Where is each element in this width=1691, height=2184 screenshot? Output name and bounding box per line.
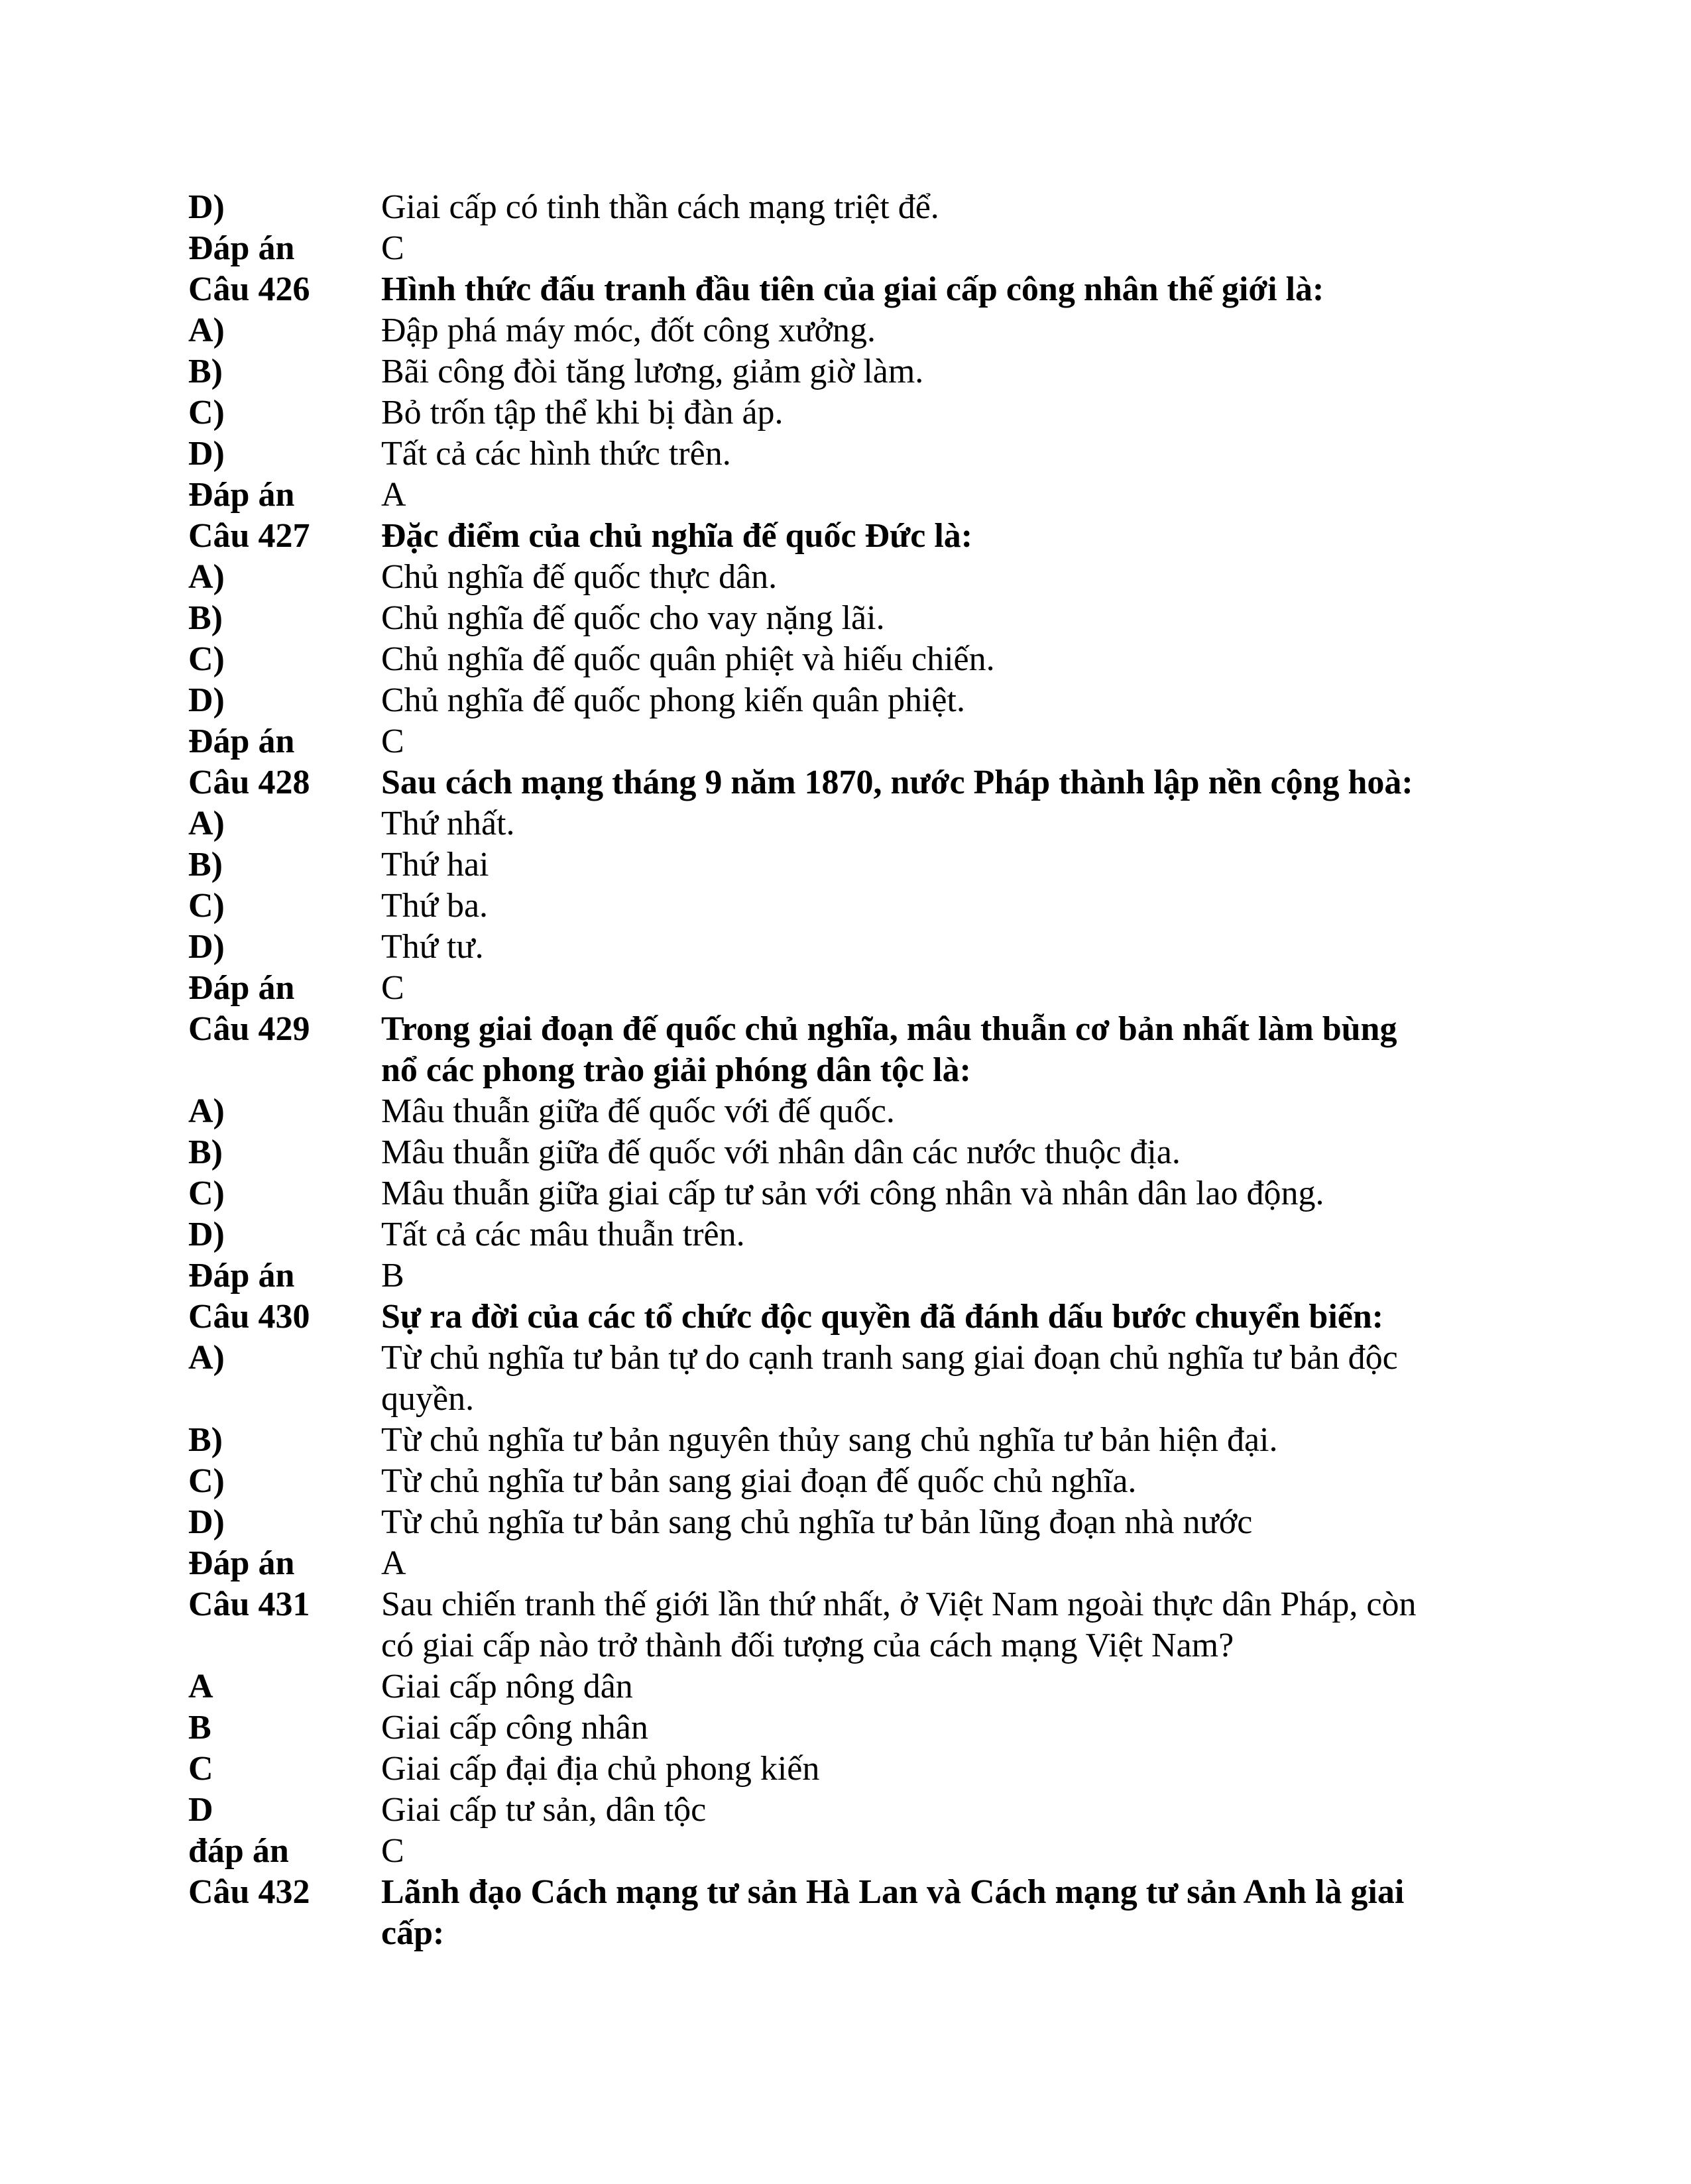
row-text-line: Hình thức đấu tranh đầu tiên của giai cấp công nhân thế giới là: xyxy=(381,270,1324,308)
row-label: Đáp án xyxy=(188,476,295,514)
row-label: A) xyxy=(188,805,225,842)
row-text xyxy=(381,433,1661,475)
row-text-line: Từ chủ nghĩa tư bản sang chủ nghĩa tư bản lũng đoạn nhà nước xyxy=(381,1503,1253,1541)
row-text-line: Bỏ trốn tập thể khi bị đàn áp. xyxy=(381,394,784,431)
row-text-line: nổ các phong trào giải phóng dân tộc là: xyxy=(381,1051,971,1089)
question-row xyxy=(188,1132,1514,1173)
question-row xyxy=(188,1214,1514,1255)
row-label: A) xyxy=(188,1339,225,1377)
row-text xyxy=(381,351,1661,392)
row-text xyxy=(381,680,1661,721)
row-text xyxy=(381,968,1661,1009)
question-row xyxy=(188,1707,1514,1749)
question-row xyxy=(188,1831,1514,1872)
question-row xyxy=(188,228,1514,269)
question-row xyxy=(188,844,1514,886)
question-row xyxy=(188,392,1514,433)
row-text xyxy=(381,516,1661,557)
row-text xyxy=(381,762,1661,803)
row-label: A) xyxy=(188,312,225,349)
row-text xyxy=(381,886,1661,927)
question-row xyxy=(188,639,1514,680)
question-row xyxy=(188,927,1514,968)
row-text-line: cấp: xyxy=(381,1914,445,1952)
row-text-line: Đập phá máy móc, đốt công xưởng. xyxy=(381,312,876,349)
question-row xyxy=(188,803,1514,844)
row-text-line: Thứ ba. xyxy=(381,887,489,925)
row-text xyxy=(381,1296,1661,1338)
row-text-line: C xyxy=(381,969,404,1007)
row-text-line: B xyxy=(381,1257,404,1294)
row-label: C xyxy=(188,1750,213,1788)
question-list xyxy=(188,187,1514,1954)
row-label: C) xyxy=(188,1462,225,1500)
row-text xyxy=(381,557,1661,598)
row-label: B) xyxy=(188,599,223,637)
row-text-line: Giai cấp công nhân xyxy=(381,1709,648,1747)
row-text-line: Giai cấp nông dân xyxy=(381,1668,633,1705)
row-text xyxy=(381,721,1661,762)
row-label: Đáp án xyxy=(188,229,295,267)
row-label: Câu 429 xyxy=(188,1010,310,1048)
row-text xyxy=(381,269,1661,310)
question-row xyxy=(188,1543,1514,1584)
question-row xyxy=(188,1749,1514,1790)
row-label: C) xyxy=(188,1175,225,1212)
question-row xyxy=(188,187,1514,228)
row-text-line: Chủ nghĩa đế quốc thực dân. xyxy=(381,558,778,596)
row-text xyxy=(381,639,1661,680)
question-row xyxy=(188,762,1514,803)
row-text-line: Thứ nhất. xyxy=(381,805,515,842)
row-label: A) xyxy=(188,1092,225,1130)
question-row xyxy=(188,1173,1514,1214)
row-text-line: C xyxy=(381,1832,404,1870)
row-text-line: Thứ tư. xyxy=(381,928,484,966)
row-text xyxy=(381,1009,1661,1091)
row-text xyxy=(381,187,1661,228)
row-text-line: Chủ nghĩa đế quốc cho vay nặng lãi. xyxy=(381,599,885,637)
row-label: B xyxy=(188,1709,211,1747)
row-label: đáp án xyxy=(188,1832,289,1870)
row-text-line: Bãi công đòi tăng lương, giảm giờ làm. xyxy=(381,353,924,390)
row-text xyxy=(381,1790,1661,1831)
row-text xyxy=(381,598,1661,639)
row-text xyxy=(381,1872,1661,1954)
row-label: Đáp án xyxy=(188,1544,295,1582)
row-text xyxy=(381,1091,1661,1132)
row-text xyxy=(381,1420,1661,1461)
row-text-line: Mâu thuẫn giữa đế quốc với nhân dân các nước thuộc địa. xyxy=(381,1133,1181,1171)
question-row xyxy=(188,1091,1514,1132)
question-row xyxy=(188,351,1514,392)
row-text-line: Giai cấp đại địa chủ phong kiến xyxy=(381,1750,820,1788)
question-row xyxy=(188,1872,1514,1954)
row-label: C) xyxy=(188,394,225,431)
row-label: Câu 430 xyxy=(188,1298,310,1336)
row-text xyxy=(381,1214,1661,1255)
row-text-line: Tất cả các hình thức trên. xyxy=(381,435,731,473)
row-label: D) xyxy=(188,1216,225,1253)
row-text-line: Chủ nghĩa đế quốc phong kiến quân phiệt. xyxy=(381,681,965,719)
question-row xyxy=(188,1255,1514,1296)
row-label: A) xyxy=(188,558,225,596)
row-label: B) xyxy=(188,1421,223,1459)
row-text xyxy=(381,1749,1661,1790)
row-label: Câu 427 xyxy=(188,517,310,555)
row-label: D) xyxy=(188,681,225,719)
question-row xyxy=(188,1666,1514,1707)
row-label: B) xyxy=(188,1133,223,1171)
row-label: Đáp án xyxy=(188,969,295,1007)
row-text-line: Giai cấp có tinh thần cách mạng triệt để. xyxy=(381,188,939,226)
row-text-line: Đặc điểm của chủ nghĩa đế quốc Đức là: xyxy=(381,517,973,555)
row-text xyxy=(381,1584,1661,1666)
row-text-line: Tất cả các mâu thuẫn trên. xyxy=(381,1216,745,1253)
row-label: B) xyxy=(188,846,223,884)
question-row xyxy=(188,516,1514,557)
question-row xyxy=(188,968,1514,1009)
row-label: Đáp án xyxy=(188,1257,295,1294)
question-row xyxy=(188,1790,1514,1831)
question-row xyxy=(188,1420,1514,1461)
row-text-line: Từ chủ nghĩa tư bản nguyên thủy sang chủ nghĩa tư bản hiện đại. xyxy=(381,1421,1278,1459)
row-text-line: Sau chiến tranh thế giới lần thứ nhất, ở Việt Nam ngoài thực dân Pháp, còn xyxy=(381,1585,1417,1623)
row-label: D) xyxy=(188,188,225,226)
question-row xyxy=(188,1461,1514,1502)
question-row xyxy=(188,886,1514,927)
row-label: D xyxy=(188,1791,213,1829)
question-row xyxy=(188,598,1514,639)
row-label: Đáp án xyxy=(188,722,295,760)
row-text-line: A xyxy=(381,476,406,514)
row-label: D) xyxy=(188,1503,225,1541)
row-text xyxy=(381,1132,1661,1173)
row-label: Câu 428 xyxy=(188,764,310,801)
row-label: B) xyxy=(188,353,223,390)
row-text xyxy=(381,1502,1661,1543)
question-row xyxy=(188,475,1514,516)
row-text xyxy=(381,392,1661,433)
row-text-line: quyền. xyxy=(381,1380,475,1418)
row-text xyxy=(381,803,1661,844)
row-text-line: Lãnh đạo Cách mạng tư sản Hà Lan và Cách mạng tư sản Anh là giai xyxy=(381,1873,1405,1911)
row-text xyxy=(381,844,1661,886)
row-text-line: Chủ nghĩa đế quốc quân phiệt và hiếu chiến. xyxy=(381,640,995,678)
row-label: C) xyxy=(188,887,225,925)
row-label: Câu 431 xyxy=(188,1585,310,1623)
row-text-line: C xyxy=(381,722,404,760)
row-text xyxy=(381,310,1661,351)
question-row xyxy=(188,310,1514,351)
row-text-line: Từ chủ nghĩa tư bản tự do cạnh tranh sang giai đoạn chủ nghĩa tư bản độc xyxy=(381,1339,1398,1377)
row-text-line: Giai cấp tư sản, dân tộc xyxy=(381,1791,707,1829)
row-text-line: Mâu thuẫn giữa giai cấp tư sản với công nhân và nhân dân lao động. xyxy=(381,1175,1324,1212)
row-text xyxy=(381,475,1661,516)
row-text xyxy=(381,1255,1661,1296)
row-text xyxy=(381,927,1661,968)
question-row xyxy=(188,557,1514,598)
row-label: Câu 432 xyxy=(188,1873,310,1911)
row-text xyxy=(381,1707,1661,1749)
question-row xyxy=(188,1338,1514,1420)
row-text-line: Thứ hai xyxy=(381,846,489,884)
row-text-line: Sự ra đời của các tổ chức độc quyền đã đánh dấu bước chuyển biến: xyxy=(381,1298,1384,1336)
row-text xyxy=(381,1461,1661,1502)
row-text-line: Sau cách mạng tháng 9 năm 1870, nước Pháp thành lập nền cộng hoà: xyxy=(381,764,1413,801)
row-label: C) xyxy=(188,640,225,678)
row-label: D) xyxy=(188,928,225,966)
row-text-line: A xyxy=(381,1544,406,1582)
question-row xyxy=(188,1296,1514,1338)
row-text xyxy=(381,1173,1661,1214)
row-text xyxy=(381,1543,1661,1584)
row-text-line: Từ chủ nghĩa tư bản sang giai đoạn đế quốc chủ nghĩa. xyxy=(381,1462,1137,1500)
question-row xyxy=(188,433,1514,475)
question-row xyxy=(188,1584,1514,1666)
question-row xyxy=(188,721,1514,762)
row-text xyxy=(381,1666,1661,1707)
row-text-line: có giai cấp nào trở thành đối tượng của cách mạng Việt Nam? xyxy=(381,1627,1234,1664)
row-label: D) xyxy=(188,435,225,473)
question-row xyxy=(188,1009,1514,1091)
row-text xyxy=(381,1338,1661,1420)
row-label: A xyxy=(188,1668,213,1705)
row-label: Câu 426 xyxy=(188,270,310,308)
row-text xyxy=(381,1831,1661,1872)
question-row xyxy=(188,680,1514,721)
row-text-line: Mâu thuẫn giữa đế quốc với đế quốc. xyxy=(381,1092,895,1130)
row-text xyxy=(381,228,1661,269)
row-text-line: C xyxy=(381,229,404,267)
question-row xyxy=(188,1502,1514,1543)
question-row xyxy=(188,269,1514,310)
row-text-line: Trong giai đoạn đế quốc chủ nghĩa, mâu thuẫn cơ bản nhất làm bùng xyxy=(381,1010,1397,1048)
